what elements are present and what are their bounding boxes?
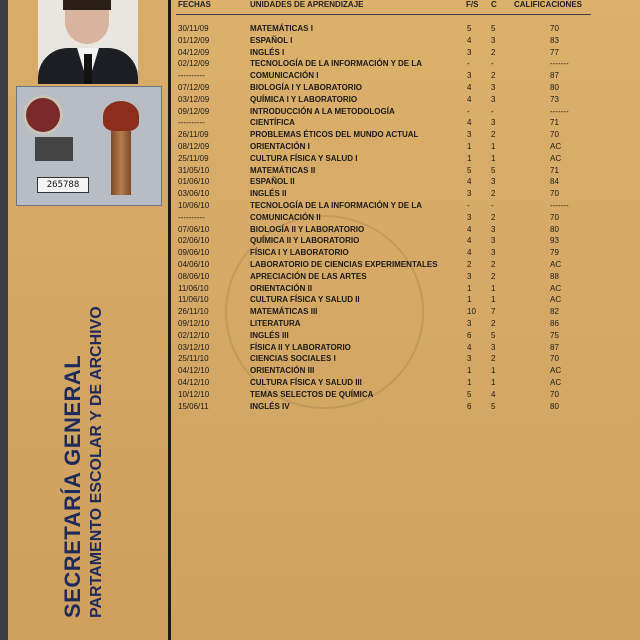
header-fs: F/S <box>466 0 479 9</box>
row-date: 09/06/10 <box>178 248 210 258</box>
header-c: C <box>491 0 497 9</box>
student-photo <box>38 0 138 84</box>
table-row <box>178 260 598 272</box>
row-fs: 1 <box>467 283 472 293</box>
row-date: 01/12/09 <box>178 35 210 45</box>
row-date: ---------- <box>178 212 205 222</box>
row-credits: 2 <box>491 259 496 269</box>
row-fs: 1 <box>467 366 472 376</box>
table-row <box>178 390 598 402</box>
row-grade: AC <box>550 141 562 151</box>
row-grade: ------- <box>550 200 569 210</box>
row-date: 09/12/10 <box>178 318 210 328</box>
row-credits: 3 <box>491 177 496 187</box>
vertical-stamp <box>60 306 106 618</box>
table-row <box>178 331 598 343</box>
row-subject: COMUNICACIÓN I <box>250 71 319 81</box>
row-credits: 3 <box>491 248 496 258</box>
row-credits: 2 <box>491 130 496 140</box>
row-credits: 5 <box>491 330 496 340</box>
row-credits: - <box>491 59 494 69</box>
row-fs: 1 <box>467 377 472 387</box>
row-grade: ------- <box>550 106 569 116</box>
row-fs: 3 <box>467 318 472 328</box>
row-subject: MATEMÁTICAS I <box>250 24 313 33</box>
row-fs: 3 <box>467 212 472 222</box>
header-fechas: FECHAS <box>178 0 211 9</box>
row-date: 26/11/10 <box>178 307 209 317</box>
row-fs: 4 <box>467 94 472 104</box>
row-date: 30/11/09 <box>178 24 209 33</box>
row-subject: ORIENTACIÓN I <box>250 141 310 151</box>
row-fs: 2 <box>467 259 472 269</box>
row-fs: 3 <box>467 189 472 199</box>
table-row <box>178 95 598 107</box>
row-credits: 4 <box>491 389 496 399</box>
row-credits: 1 <box>491 366 496 376</box>
row-date: 04/12/10 <box>178 366 210 376</box>
seal-icon <box>23 95 63 135</box>
row-subject: FÍSICA I Y LABORATORIO <box>250 248 349 258</box>
row-grade: 88 <box>550 271 559 281</box>
row-fs: - <box>467 59 470 69</box>
table-row <box>178 48 598 60</box>
table-row <box>178 284 598 296</box>
chip-icon <box>35 137 73 161</box>
table-row <box>178 213 598 225</box>
row-subject: ESPAÑOL I <box>250 35 293 45</box>
row-subject: QUÍMICA I Y LABORATORIO <box>250 94 358 104</box>
card-code: 265788 <box>37 177 89 193</box>
table-row <box>178 166 598 178</box>
row-fs: 3 <box>467 47 472 57</box>
row-grade: 80 <box>550 224 559 234</box>
row-subject: LABORATORIO DE CIENCIAS EXPERIMENTALES <box>250 259 438 269</box>
table-row <box>178 189 598 201</box>
row-grade: 86 <box>550 318 559 328</box>
row-grade: 73 <box>550 94 559 104</box>
row-fs: 5 <box>467 389 472 399</box>
row-subject: TEMAS SELECTOS DE QUÍMICA <box>250 389 374 399</box>
row-credits: 1 <box>491 377 496 387</box>
row-fs: 1 <box>467 295 472 305</box>
table-row <box>178 107 598 119</box>
row-credits: 3 <box>491 236 496 246</box>
row-credits: 3 <box>491 82 496 92</box>
row-subject: INGLÉS III <box>250 330 289 340</box>
row-grade: 71 <box>550 118 559 128</box>
row-subject: INTRODUCCIÓN A LA METODOLOGÍA <box>250 106 395 116</box>
row-credits: 2 <box>491 71 496 81</box>
row-date: 01/06/10 <box>178 177 210 187</box>
table-row <box>178 201 598 213</box>
row-credits: 5 <box>491 165 496 175</box>
row-subject: CULTURA FÍSICA Y SALUD II <box>250 295 360 305</box>
row-fs: 4 <box>467 342 472 352</box>
table-row <box>178 248 598 260</box>
row-subject: MATEMÁTICAS II <box>250 165 316 175</box>
row-credits: 3 <box>491 342 496 352</box>
row-credits: 2 <box>491 318 496 328</box>
table-row <box>178 319 598 331</box>
row-grade: AC <box>550 259 562 269</box>
table-row <box>178 225 598 237</box>
row-date: 02/12/10 <box>178 330 210 340</box>
row-subject: QUÍMICA II Y LABORATORIO <box>250 236 360 246</box>
row-subject: INGLÉS I <box>250 47 285 57</box>
row-credits: 2 <box>491 271 496 281</box>
row-grade: AC <box>550 295 562 305</box>
row-fs: 3 <box>467 354 472 364</box>
table-row <box>178 236 598 248</box>
row-subject: INGLÉS IV <box>250 401 290 411</box>
row-subject: BIOLOGÍA II Y LABORATORIO <box>250 224 365 234</box>
row-date: 07/12/09 <box>178 82 210 92</box>
row-date: ---------- <box>178 71 205 81</box>
table-row <box>178 36 598 48</box>
stamp-line-2: PARTAMENTO ESCOLAR Y DE ARCHIVO <box>88 306 105 618</box>
row-subject: CULTURA FÍSICA Y SALUD I <box>250 153 358 163</box>
row-credits: 1 <box>491 141 496 151</box>
row-fs: 4 <box>467 82 472 92</box>
row-grade: 93 <box>550 236 559 246</box>
row-grade: 70 <box>550 354 559 364</box>
row-credits: 5 <box>491 24 496 33</box>
row-grade: 83 <box>550 35 559 45</box>
row-fs: 3 <box>467 71 472 81</box>
table-row <box>178 354 598 366</box>
row-credits: 3 <box>491 224 496 234</box>
table-row <box>178 177 598 189</box>
row-grade: 71 <box>550 165 559 175</box>
table-row <box>178 130 598 142</box>
table-row <box>178 24 598 36</box>
row-fs: - <box>467 106 470 116</box>
header-calificaciones: CALIFICACIONES <box>514 0 582 9</box>
row-grade: 70 <box>550 189 559 199</box>
row-grade: 87 <box>550 71 559 81</box>
row-credits: 2 <box>491 354 496 364</box>
row-fs: 10 <box>467 307 476 317</box>
grades-table <box>178 24 598 413</box>
row-grade: 80 <box>550 401 559 411</box>
row-fs: 3 <box>467 130 472 140</box>
row-grade: AC <box>550 283 562 293</box>
row-grade: 70 <box>550 24 559 33</box>
row-credits: - <box>491 106 494 116</box>
row-fs: 4 <box>467 177 472 187</box>
row-fs: 4 <box>467 118 472 128</box>
row-date: 04/06/10 <box>178 259 210 269</box>
row-grade: 84 <box>550 177 559 187</box>
row-subject: ORIENTACIÓN II <box>250 283 313 293</box>
row-subject: CIENCIAS SOCIALES I <box>250 354 336 364</box>
row-date: 08/12/09 <box>178 141 210 151</box>
row-subject: FÍSICA II Y LABORATORIO <box>250 342 351 352</box>
row-grade: 70 <box>550 130 559 140</box>
row-fs: 4 <box>467 236 472 246</box>
row-fs: 4 <box>467 224 472 234</box>
row-fs: 5 <box>467 24 472 33</box>
row-credits: 2 <box>491 189 496 199</box>
header-separator <box>176 14 591 15</box>
row-date: 09/12/09 <box>178 106 210 116</box>
row-date: 04/12/09 <box>178 47 210 57</box>
row-grade: 77 <box>550 47 559 57</box>
table-row <box>178 343 598 355</box>
row-subject: TECNOLOGÍA DE LA INFORMACIÓN Y DE LA <box>250 59 423 69</box>
table-row <box>178 366 598 378</box>
row-subject: PROBLEMAS ÉTICOS DEL MUNDO ACTUAL <box>250 130 419 140</box>
row-grade: AC <box>550 377 562 387</box>
table-row <box>178 154 598 166</box>
table-row <box>178 142 598 154</box>
row-subject: MATEMÁTICAS III <box>250 307 318 317</box>
row-fs: 3 <box>467 271 472 281</box>
row-date: ---------- <box>178 118 205 128</box>
row-credits: 1 <box>491 153 496 163</box>
row-credits: 1 <box>491 283 496 293</box>
row-grade: 75 <box>550 330 559 340</box>
row-credits: 2 <box>491 47 496 57</box>
row-date: 11/06/10 <box>178 283 209 293</box>
row-fs: 4 <box>467 35 472 45</box>
row-date: 04/12/10 <box>178 377 210 387</box>
table-row <box>178 378 598 390</box>
row-date: 11/06/10 <box>178 295 209 305</box>
row-date: 25/11/09 <box>178 153 209 163</box>
row-credits: 3 <box>491 94 496 104</box>
table-row <box>178 71 598 83</box>
row-fs: 4 <box>467 248 472 258</box>
row-grade: AC <box>550 366 562 376</box>
stamp-line-1: SECRETARÍA GENERAL <box>60 354 85 618</box>
row-date: 26/11/09 <box>178 130 209 140</box>
row-fs: 1 <box>467 141 472 151</box>
row-subject: TECNOLOGÍA DE LA INFORMACIÓN Y DE LA <box>250 200 423 210</box>
row-date: 02/06/10 <box>178 236 210 246</box>
row-date: 25/11/10 <box>178 354 209 364</box>
table-row <box>178 83 598 95</box>
row-date: 07/06/10 <box>178 224 210 234</box>
table-row <box>178 307 598 319</box>
row-date: 03/12/09 <box>178 94 210 104</box>
row-fs: - <box>467 200 470 210</box>
row-fs: 6 <box>467 330 472 340</box>
row-grade: 70 <box>550 389 559 399</box>
row-credits: 3 <box>491 118 496 128</box>
row-fs: 1 <box>467 153 472 163</box>
row-grade: 82 <box>550 307 559 317</box>
row-subject: BIOLOGÍA I Y LABORATORIO <box>250 82 363 92</box>
row-grade: AC <box>550 153 562 163</box>
row-date: 15/06/11 <box>178 401 209 411</box>
row-subject: CULTURA FÍSICA Y SALUD III <box>250 377 362 387</box>
row-subject: LITERATURA <box>250 318 301 328</box>
table-row <box>178 402 598 414</box>
row-grade: ------- <box>550 59 569 69</box>
table-row <box>178 118 598 130</box>
row-credits: 3 <box>491 35 496 45</box>
table-row <box>178 295 598 307</box>
row-date: 08/06/10 <box>178 271 210 281</box>
row-fs: 6 <box>467 401 472 411</box>
row-date: 03/12/10 <box>178 342 210 352</box>
row-credits: 2 <box>491 212 496 222</box>
row-subject: APRECIACIÓN DE LAS ARTES <box>250 271 367 281</box>
row-credits: 1 <box>491 295 496 305</box>
row-subject: ESPAÑOL II <box>250 177 295 187</box>
header-unidades: UNIDADES DE APRENDIZAJE <box>250 0 364 9</box>
row-grade: 80 <box>550 82 559 92</box>
row-date: 10/06/10 <box>178 200 210 210</box>
row-date: 03/06/10 <box>178 189 210 199</box>
row-subject: ORIENTACIÓN III <box>250 366 315 376</box>
row-date: 10/12/10 <box>178 389 210 399</box>
row-credits: 5 <box>491 401 496 411</box>
row-grade: 87 <box>550 342 559 352</box>
table-row <box>178 59 598 71</box>
row-date: 02/12/09 <box>178 59 210 69</box>
row-date: 31/05/10 <box>178 165 210 175</box>
row-credits: - <box>491 200 494 210</box>
row-grade: 70 <box>550 212 559 222</box>
id-card <box>16 86 162 206</box>
row-subject: INGLÉS II <box>250 189 287 199</box>
torch-icon <box>99 101 143 197</box>
row-fs: 5 <box>467 165 472 175</box>
row-subject: CIENTÍFICA <box>250 118 295 128</box>
row-grade: 79 <box>550 248 559 258</box>
table-row <box>178 272 598 284</box>
row-subject: COMUNICACIÓN II <box>250 212 321 222</box>
row-credits: 7 <box>491 307 496 317</box>
